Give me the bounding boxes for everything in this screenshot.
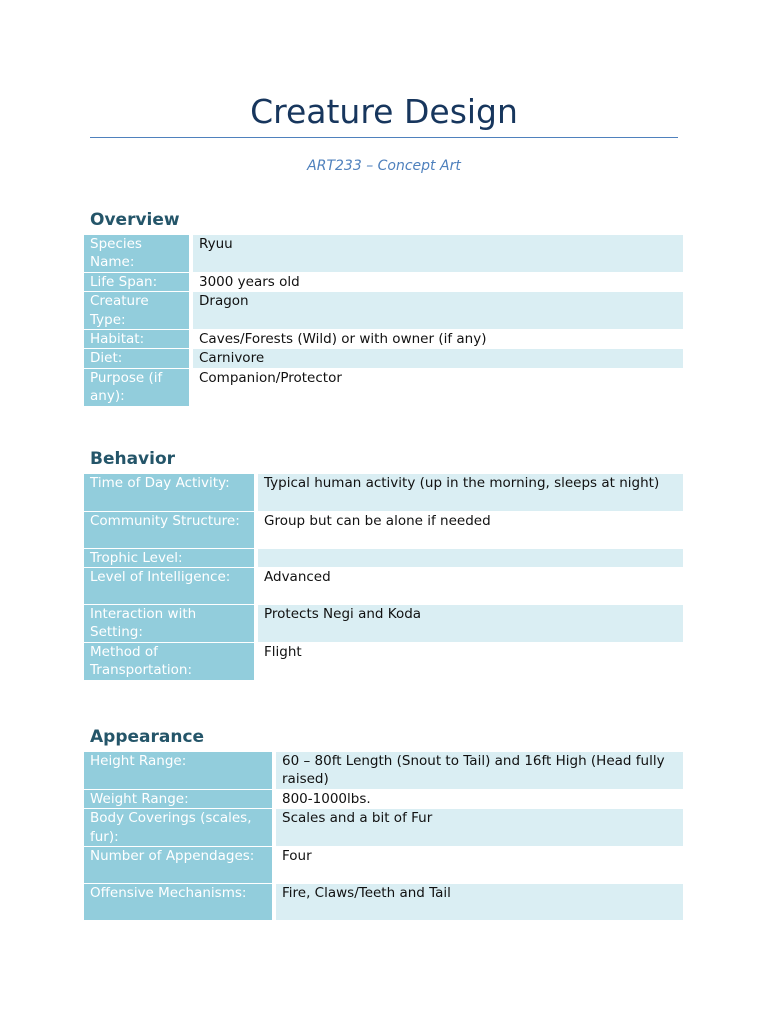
- row-value: Advanced: [256, 567, 683, 604]
- page-subtitle: ART233 – Concept Art: [307, 158, 461, 174]
- overview-table: [84, 235, 683, 407]
- row-value: Companion/Protector: [191, 368, 683, 406]
- row-label: Diet:: [84, 349, 191, 368]
- row-value: 3000 years old: [191, 272, 683, 291]
- row-value: Typical human activity (up in the morning, sleeps at night): [256, 474, 683, 511]
- row-value: [256, 548, 683, 567]
- page-title: Creature Design: [250, 92, 518, 131]
- row-label: Weight Range:: [84, 789, 274, 808]
- row-label: Offensive Mechanisms:: [84, 884, 274, 921]
- table-row: [84, 789, 683, 808]
- table-row: [84, 511, 683, 548]
- table-row: [84, 752, 683, 789]
- row-label: Creature Type:: [84, 292, 191, 330]
- table-row: [84, 474, 683, 511]
- row-value: Dragon: [191, 292, 683, 330]
- row-label: Height Range:: [84, 752, 274, 789]
- row-value: 800-1000lbs.: [274, 789, 683, 808]
- appearance-table: [84, 752, 683, 921]
- row-value: Scales and a bit of Fur: [274, 809, 683, 847]
- table-row: [84, 292, 683, 330]
- table-row: [84, 548, 683, 567]
- row-label: Interaction with Setting:: [84, 604, 256, 642]
- row-label: Purpose (if any):: [84, 368, 191, 406]
- behavior-table: [84, 474, 683, 681]
- row-label: Habitat:: [84, 330, 191, 349]
- row-label: Method of Transportation:: [84, 642, 256, 680]
- row-label: Body Coverings (scales, fur):: [84, 809, 274, 847]
- row-label: Community Structure:: [84, 511, 256, 548]
- row-label: Species Name:: [84, 235, 191, 272]
- table-row: [84, 330, 683, 349]
- row-value: Carnivore: [191, 349, 683, 368]
- row-value: 60 – 80ft Length (Snout to Tail) and 16ft High (Head fully raised): [274, 752, 683, 789]
- table-row: [84, 847, 683, 884]
- table-row: [84, 349, 683, 368]
- row-label: Number of Appendages:: [84, 847, 274, 884]
- row-value: Group but can be alone if needed: [256, 511, 683, 548]
- table-row: [84, 235, 683, 272]
- section-heading-overview: Overview: [90, 210, 180, 230]
- row-label: Trophic Level:: [84, 548, 256, 567]
- row-label: Life Span:: [84, 272, 191, 291]
- section-heading-appearance: Appearance: [90, 727, 205, 747]
- row-label: Time of Day Activity:: [84, 474, 256, 511]
- row-value: Flight: [256, 642, 683, 680]
- title-divider: [90, 137, 678, 138]
- row-value: Caves/Forests (Wild) or with owner (if any): [191, 330, 683, 349]
- table-row: [84, 567, 683, 604]
- table-row: [84, 368, 683, 406]
- row-value: Fire, Claws/Teeth and Tail: [274, 884, 683, 921]
- row-value: Four: [274, 847, 683, 884]
- table-row: [84, 809, 683, 847]
- section-heading-behavior: Behavior: [90, 449, 176, 469]
- table-row: [84, 272, 683, 291]
- row-value: Ryuu: [191, 235, 683, 272]
- table-row: [84, 884, 683, 921]
- row-label: Level of Intelligence:: [84, 567, 256, 604]
- row-value: Protects Negi and Koda: [256, 604, 683, 642]
- table-row: [84, 604, 683, 642]
- table-row: [84, 642, 683, 680]
